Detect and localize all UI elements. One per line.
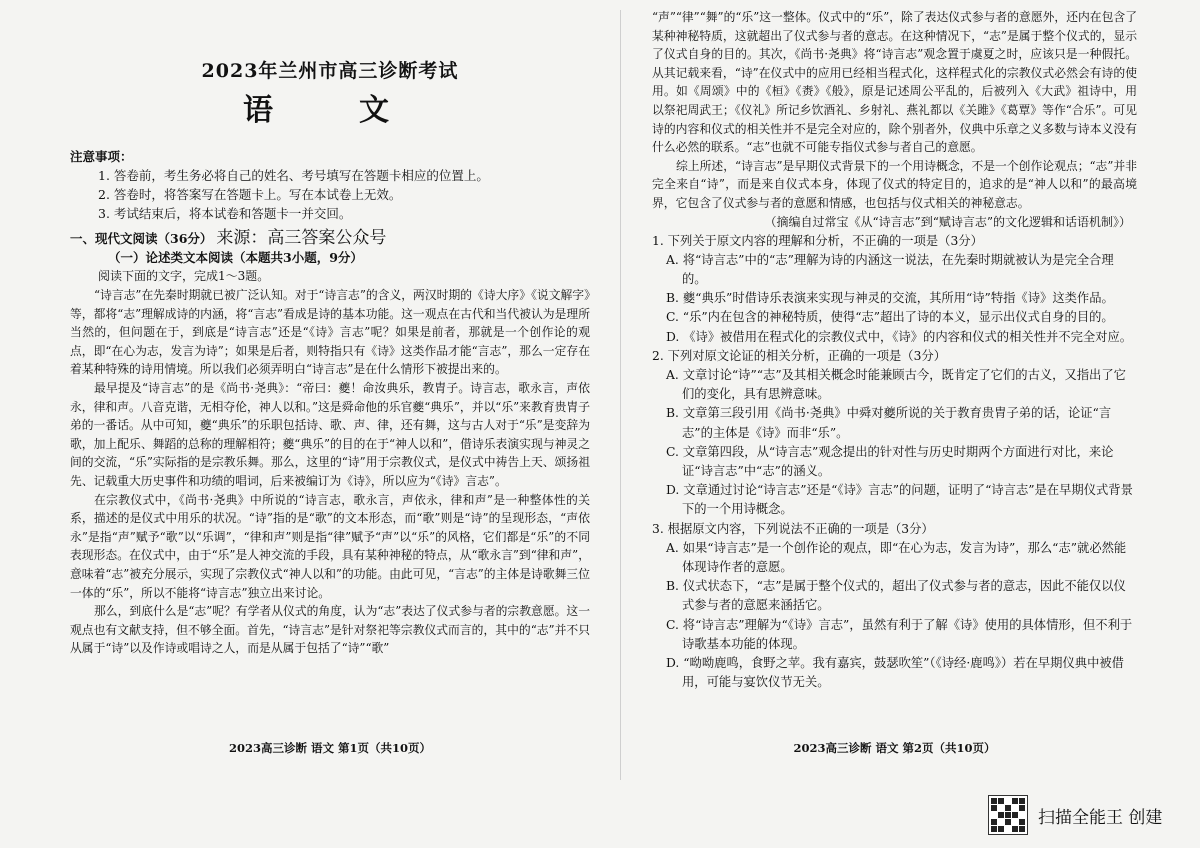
question-option: D. 文章通过讨论“诗言志”还是“《诗》言志”的问题，证明了“诗言志”是在早期仪式背景下的一个用诗概念。 xyxy=(666,483,1133,517)
question-option: D. 《诗》被借用在程式化的宗教仪式中，《诗》的内容和仪式的相关性并不完全对应。 xyxy=(666,329,1133,344)
passage-paragraph: “声”“律”“舞”的“乐”这一整体。仪式中的“乐”，除了表达仪式参与者的意愿外，还内在包含了某种神秘特质，这就超出了仪式参与者的意志。在这种情况下，“志”是属于整个仪式的，显示了仪式自身的目的。其次，《尚书·尧典》将“诗言志”观念置于虞夏之时，应该只是一种假托。从其记载来看，“诗”在仪式中的应用已经相当程式化，这样程式化的宗教仪式必然会有诗的使用。如《周颂》中的《桓》《赉》《般》，原是记述周公平乱的，后被列入《大武》祖诗中，用以祭祀周武王；《仪礼》所记乡饮酒礼、乡射礼、燕礼都以《关雎》《葛覃》等作“合乐”。可见诗的内容和仪式的相关性并不是完全对应的，除个别者外，仪典中乐章之义多数与诗本义没有什么必然的联系。“志”也就不可能专指仪式参与者自己的意愿。 xyxy=(652,10,1137,155)
page-divider xyxy=(620,10,621,780)
note-item: 3. 考试结束后，将本试卷和答题卡一并交回。 xyxy=(98,206,352,221)
sub-heading: （一）论述类文本阅读（本题共3小题，9分） xyxy=(108,250,363,265)
exam-title: 2023年兰州市高三诊断考试 xyxy=(201,60,459,82)
question-option: C. “乐”内在包含的神秘特质，使得“志”超出了诗的本义，显示出仪式自身的目的。 xyxy=(666,310,1114,325)
section-source: 来源：高三答案公众号 xyxy=(216,228,387,248)
reading-instruction: 阅读下面的文字，完成1～3题。 xyxy=(98,269,270,283)
section-heading xyxy=(70,229,590,248)
question-stem: 3. 根据原文内容，下列说法不正确的一项是（3分） xyxy=(652,521,934,536)
passage-reference: （摘编自过常宝《从“诗言志”到“赋诗言志”的文化逻辑和话语机制》） xyxy=(764,214,1131,229)
question-option: A. 文章讨论“诗”“志”及其相关概念时能兼顾古今，既肯定了它们的古义，又指出了它们的变化，具有思辨意味。 xyxy=(666,367,1126,402)
passage-paragraph: “诗言志”在先秦时期就已被广泛认知。对于“诗言志”的含义，两汉时期的《诗大序》《说文解字》等，都将“志”理解成诗的内涵，将“言志”看成是诗的基本功能。这一观点在古代和当代被认为是理所当然的，但问题在于，到底是“诗言志”还是“《诗》言志”呢？如果是前者，那就是一个创作论的观点，即“在心为志，发言为诗”；如果是后者，则特指只有《诗》这类作品才能“言志”，那么一定存在着某种特殊的诗用情境。所以我们必须弄明白“诗言志”是在什么情形下被提出来的。 xyxy=(70,288,590,377)
notes-heading: 注意事项： xyxy=(70,149,133,164)
note-item: 1. 答卷前，考生务必将自己的姓名、考号填写在答题卡相应的位置上。 xyxy=(98,168,489,183)
left-page xyxy=(70,30,590,760)
page-footer: 2023高三诊断 语文 第1页（共10页） xyxy=(228,741,432,755)
note-item: 2. 答卷时，将答案写在答题卡上。写在本试卷上无效。 xyxy=(98,187,402,202)
scanner-label: 扫描全能王 创建 xyxy=(1038,807,1163,828)
question-stem: 2. 下列对原文论证的相关分析，正确的一项是（3分） xyxy=(652,348,946,363)
section-heading-text: 一、现代文阅读（36分） xyxy=(70,231,213,246)
question-option: A. 如果“诗言志”是一个创作论的观点，即“在心为志，发言为诗”，那么“志”就必然能体现诗作者的意愿。 xyxy=(666,540,1127,574)
question-stem: 1. 下列关于原文内容的理解和分析，不正确的一项是（3分） xyxy=(652,233,983,248)
passage-paragraph: 在宗教仪式中，《尚书·尧典》中所说的“诗言志，歌永言，声依永，律和声”是一种整体性的关系，描述的是仪式中用乐的状况。“诗”指的是“歌”的文本形态，而“歌”则是“诗”的呈现形态，“声依永”是指“声”赋予“歌”以“乐调”，“律和声”则是指“律”赋予“声”以“乐”的风格，它们都是“乐”的不同表现形态。在仪式中，由于“乐”是人神交流的手段，具有某种神秘的特点，从“歌永言”到“律和声”，意味着“志”被充分展示，实现了宗教仪式“神人以和”的功能。由此可见，“言志”的主体是诗歌舞三位一体的“乐”，所以不能将“诗言志”独立出来讨论。 xyxy=(70,492,590,600)
question-option: B. 夔“典乐”时借诗乐表演来实现与神灵的交流，其所用“诗”特指《诗》这类作品。 xyxy=(666,291,1114,306)
question-option: B. 文章第三段引用《尚书·尧典》中舜对夔所说的关于教育贵胄子弟的话，论证“言志”的主体是《诗》而非“乐”。 xyxy=(666,406,1112,440)
scanner-watermark xyxy=(988,794,1162,836)
qr-code-icon xyxy=(988,795,1028,835)
passage-paragraph: 最早提及“诗言志”的是《尚书·尧典》：“帝曰：夔！命汝典乐，教胄子。诗言志，歌永言，声依永，律和声。八音克谐，无相夺伦，神人以和。”这是舜命他的乐官夔“典乐”，并以“乐”来教育贵胄子弟的一番话。从中可知，夔“典乐”的乐职包括诗、歌、声、律，还有舞，这与古人对于“乐”是变辞为歌，加上配乐、舞蹈的总称的理解相符；夔“典乐”的目的在于“神人以和”，借诗乐表演实现与神灵之间的交流，“乐”实际指的是宗教乐舞。那么，这里的“诗”用于宗教仪式，是仪式中祷告上天、颂扬祖先、记载重大历史事件和功绩的唱词，后来被编订为《诗》，所以应为“《诗》言志”。 xyxy=(70,380,590,488)
passage-paragraph: 那么，到底什么是“志”呢？有学者从仪式的角度，认为“志”表达了仪式参与者的宗教意愿。这一观点也有文献支持，但不够全面。首先，“诗言志”是针对祭祀等宗教仪式而言的，其中的“志”并不只从属于“诗”以及作诗或唱诗之人，而是从属于包括了“诗”“歌” xyxy=(70,604,590,656)
page-footer: 2023高三诊断 语文 第2页（共10页） xyxy=(793,741,996,755)
question-option: C. 文章第四段，从“诗言志”观念提出的针对性与历史时期两个方面进行对比，来论证“诗言志”中“志”的涵义。 xyxy=(666,444,1114,478)
question-option: A. 将“诗言志”中的“志”理解为诗的内涵这一说法，在先秦时期就被认为是完全合理的。 xyxy=(666,252,1114,286)
subject-title: 语 文 xyxy=(243,93,417,128)
question-option: B. 仪式状态下，“志”是属于整个仪式的，超出了仪式参与者的意志，因此不能仅以仪式参与者的意愿来涵括它。 xyxy=(666,579,1126,613)
question-option: D. “呦呦鹿鸣，食野之苹。我有嘉宾，鼓瑟吹笙”（《诗经·鹿鸣》）若在早期仪典中被借用，可能与宴饮仪节无关。 xyxy=(666,656,1124,690)
right-page xyxy=(652,8,1137,760)
passage-paragraph: 综上所述，“诗言志”是早期仪式背景下的一个用诗概念，不是一个创作论观点；“志”并非完全来自“诗”，而是来自仪式本身，体现了仪式的特定目的，追求的是“神人以和”的最高境界，它包含了仪式参与者的意愿和情感，也包括与仪式相关的神秘意志。 xyxy=(652,158,1137,210)
question-option: C. 将“诗言志”理解为“《诗》言志”，虽然有利于了解《诗》使用的具体情形，但不利于诗歌基本功能的体现。 xyxy=(666,617,1133,651)
